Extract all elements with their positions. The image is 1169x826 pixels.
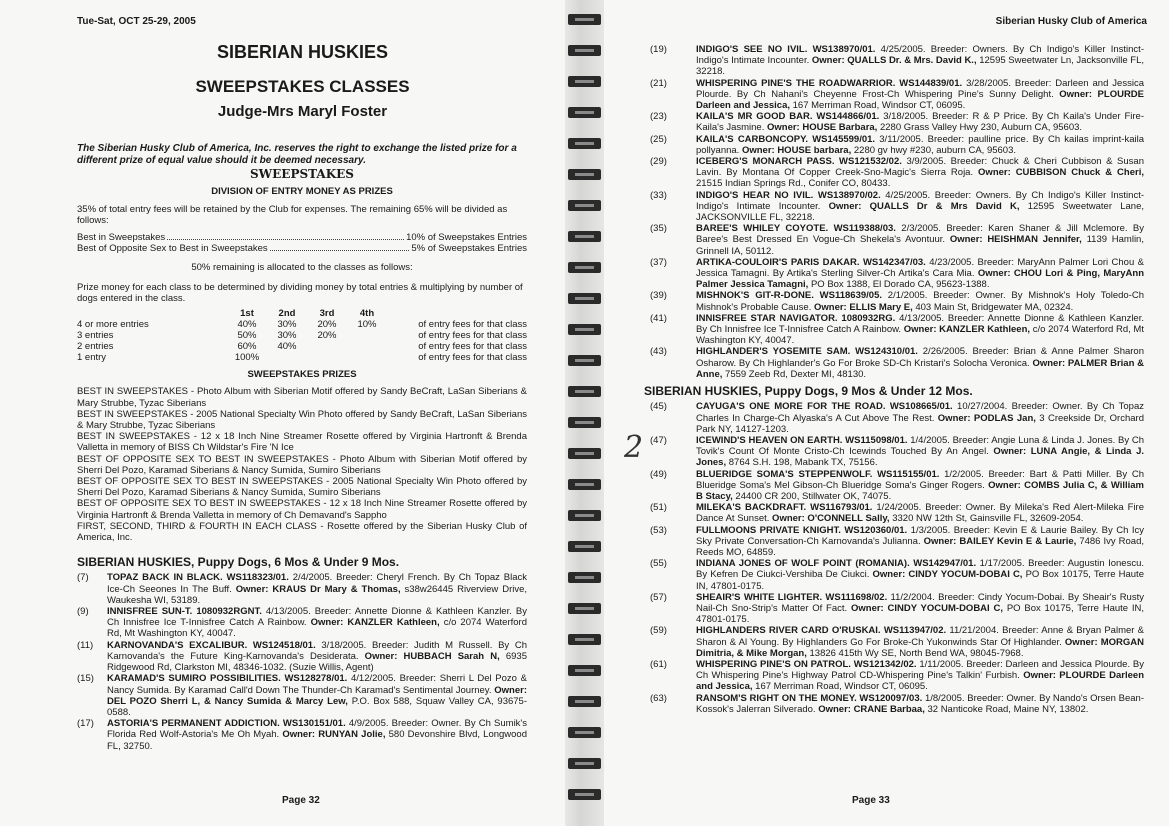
table-cell: 40% xyxy=(277,341,297,353)
prize-split-table xyxy=(77,308,527,363)
section-title-6-9: SIBERIAN HUSKIES, Puppy Dogs, 6 Mos & Under 9 Mos. xyxy=(77,555,400,570)
binding-ring xyxy=(568,76,601,87)
table-header xyxy=(387,308,527,319)
entry-dog-name: ICEBERG'S MONARCH PASS. WS121532/02. xyxy=(696,156,902,168)
table-cell: 1 entry xyxy=(77,352,107,364)
bis-value: 10% of Sweepstakes Entries xyxy=(406,232,527,243)
binding-ring xyxy=(568,45,601,56)
entry-dog-name: CAYUGA'S ONE MORE FOR THE ROAD. WS108665/01. xyxy=(696,401,953,413)
table-header: 4th xyxy=(359,308,375,320)
entry-owner: Owner: KRAUS Dr Mary & Thomas, xyxy=(231,583,401,595)
binding-ring xyxy=(568,572,601,583)
entry-text xyxy=(696,190,1144,224)
entry-address: 12595 Sweetwater Ln, Jacksonville FL, 32218. xyxy=(696,55,1144,78)
leader-dots xyxy=(270,243,410,251)
entry-address: 3320 NW 12th St, Gainsville FL, 32609-2054. xyxy=(889,513,1084,525)
right-page-header: Siberian Husky Club of America xyxy=(995,16,1147,27)
binding-ring xyxy=(568,200,601,211)
bos-label: Best of Opposite Sex to Best in Sweepstakes xyxy=(77,243,268,255)
entry-address: c/o 2074 Waterford Rd, Mt Washington KY, 40047. xyxy=(107,617,527,640)
binding-ring xyxy=(568,417,601,428)
entry-address: 32 Nanticoke Road, Maine NY, 13802. xyxy=(924,703,1089,715)
catalog-entry xyxy=(644,134,1144,156)
judge-name: Judge-Mrs Maryl Foster xyxy=(217,103,388,120)
binding-ring xyxy=(568,634,601,645)
entry-list xyxy=(644,44,1144,380)
binding-ring xyxy=(568,541,601,552)
entry-details: 1/11/2005. Breeder: Darleen and Jessica Plourde. By Ch Whispering Pine's Highway Patrol CD-Whispering Pine's Talkin' Furbish. xyxy=(696,658,1144,682)
table-cell: 20% xyxy=(317,330,337,342)
catalog-entry xyxy=(644,693,1144,715)
entry-text xyxy=(696,134,1144,156)
entry-dog-name: INDIGO'S SEE NO IVIL. WS138970/01. xyxy=(696,44,876,55)
entry-dog-name: SHEAIR'S WHITE LIGHTER. WS111698/02. xyxy=(696,591,888,603)
catalog-entry xyxy=(644,290,1144,312)
entry-dog-name: INNISFREE STAR NAVIGATOR. 1080932RG. xyxy=(696,312,896,324)
entry-dog-name: KAILA'S CARBONCOPY. WS145599/01. xyxy=(696,133,876,145)
entry-number: (19) xyxy=(650,44,667,55)
entry-number: (51) xyxy=(650,502,667,514)
entry-details: 11/2/2004. Breeder: Cindy Yocum-Dobai. By Sheair's Rusty Nail-Ch Sno-Strip's Matter Of Fact. xyxy=(696,591,1144,614)
entry-address: 403 Main St, Bridgewater MA, 02324. xyxy=(912,301,1074,313)
prize-item: BEST IN SWEEPSTAKES - 2005 National Specialty Win Photo offered by Sandy BeCraft, LaSan Siberians & Mary Strubbe, Tyzac Siberians xyxy=(77,408,527,432)
binding-ring xyxy=(568,479,601,490)
entry-owner: Owner: CINDY YOCUM-DOBAI C, xyxy=(869,569,1023,581)
right-page xyxy=(604,0,1169,826)
catalog-entry xyxy=(644,659,1144,693)
entry-details: 1/2/2005. Breeder: Bart & Patti Miller. By Ch Blueridge Soma's Mel Gibson-Ch Blueridge Soma's Ginger Rogers. xyxy=(696,468,1144,491)
table-cell: 50% xyxy=(237,330,257,342)
table-header: 1st xyxy=(240,308,254,320)
entry-address: 1139 Hamlin, Grinnell IA, 50112. xyxy=(696,234,1144,257)
catalog-entry xyxy=(644,44,1144,78)
entry-dog-name: INDIGO'S HEAR NO IVIL. WS138970/02. xyxy=(696,189,881,201)
division-text: 35% of total entry fees will be retained by the Club for expenses. The remaining 65% will be divided as follows: xyxy=(77,203,508,226)
entry-number: (53) xyxy=(650,524,667,536)
entry-address: 7486 Ivy Road, Reeds MO, 64859. xyxy=(696,535,1144,558)
table-header xyxy=(77,308,227,319)
entry-owner: Owner: HEISHMAN Jennifer, xyxy=(945,234,1082,246)
entry-address: 7559 Zeeb Rd, Dexter MI, 48130. xyxy=(722,368,867,380)
entry-dog-name: ARTIKA-COULOIR'S PARIS DAKAR. WS142347/03. xyxy=(696,256,926,268)
entry-address: 8764 S.H. 198, Mabank TX, 75156. xyxy=(726,457,878,469)
table-cell xyxy=(267,352,307,363)
entry-address: s38w26445 Riverview Drive, Waukesha WI, 53189. xyxy=(107,583,528,606)
entry-owner: Owner: PLOURDE Darleen and Jessica, xyxy=(696,670,1144,693)
entry-text xyxy=(107,640,527,674)
entry-details: 3/11/2005. Breeder: paulline price. By Ch kailas imprint-kaila pollyanna. xyxy=(696,133,1144,156)
binding-ring xyxy=(568,727,601,738)
entry-details: 3/18/2005. Breeder: R & P Price. By Ch Kaila's Under Fire-Kaila's Jasmine. xyxy=(696,111,1144,134)
entry-address: 24400 CR 200, Stillwater OK, 74075. xyxy=(732,490,892,502)
section-title-9-12: SIBERIAN HUSKIES, Puppy Dogs, 9 Mos & Under 12 Mos. xyxy=(644,384,973,399)
prize-item: FIRST, SECOND, THIRD & FOURTH IN EACH CLASS - Rosette offered by the Siberian Husky Club of America, Inc. xyxy=(77,520,527,544)
entry-details: 3/18/2005. Breeder: Judith M Russell. By Ch Karnovanda's the Future King-Karnovanda's Desiderata. xyxy=(107,639,527,662)
leader-dots xyxy=(167,232,404,240)
table-cell: 20% xyxy=(317,319,337,331)
binding-ring xyxy=(568,107,601,118)
entry-text xyxy=(107,572,527,606)
page-title: SIBERIAN HUSKIES xyxy=(216,42,389,62)
entry-owner: Owner: BAILEY Kevin E & Laurie, xyxy=(920,535,1077,547)
entry-text xyxy=(107,673,527,718)
entry-dog-name: INDIANA JONES OF WOLF POINT (ROMANIA). WS142947/01. xyxy=(696,558,977,570)
entry-owner: Owner: KANZLER Kathleen, xyxy=(901,324,1031,336)
entry-address: 13826 415th Wy SE, North Bend WA, 98045-7968. xyxy=(806,647,1024,659)
left-body xyxy=(77,143,527,752)
entry-details: 4/25/2005. Breeder: Owners. By Ch Indigo's Killer Instinct-Indigo's Intimate Incounter. xyxy=(696,189,1144,212)
entry-details: 10/27/2004. Breeder: Owner. By Ch Topaz Charles In Charge-Ch Alyaska's A Cut Above The Rest. xyxy=(696,401,1145,424)
binding-ring xyxy=(568,262,601,273)
entry-dog-name: KARAMAD'S SUMIRO POSSIBILITIES. WS128278/01. xyxy=(107,673,348,685)
table-row xyxy=(77,352,527,363)
entry-number: (55) xyxy=(650,558,667,570)
catalog-entry xyxy=(644,435,1144,469)
spiral-binding xyxy=(565,0,604,826)
entry-number: (29) xyxy=(650,156,667,168)
catalog-entry xyxy=(644,346,1144,380)
entry-text xyxy=(696,313,1144,347)
table-cell: 100% xyxy=(234,352,260,364)
catalog-entry xyxy=(644,190,1144,224)
entry-details: 2/3/2005. Breeder: Karen Shaner & Jill Mclemore. By Baree's Best Dressed En Vogue-Ch Shekela's Avontuur. xyxy=(696,223,1144,246)
binding-ring xyxy=(568,696,601,707)
catalog-entry xyxy=(644,469,1144,503)
catalog-entry xyxy=(644,525,1144,559)
entry-number: (59) xyxy=(650,625,667,637)
entry-text xyxy=(696,502,1144,524)
entry-dog-name: WHISPERING PINE'S THE ROADWARRIOR. WS144839/01. xyxy=(696,77,963,89)
prize-list xyxy=(77,386,527,543)
prize-item: BEST IN SWEEPSTAKES - Photo Album with Siberian Motif offered by Sandy BeCraft, LaSan Siberians & Mary Strubbe, Tyzac Siberians xyxy=(77,386,527,409)
table-cell: 40% xyxy=(237,319,257,331)
binding-ring xyxy=(568,169,601,180)
entry-owner: Owner: O'CONNELL Sally, xyxy=(769,513,890,525)
entry-dog-name: KAILA'S MR GOOD BAR. WS144866/01. xyxy=(696,111,880,123)
binding-ring xyxy=(568,758,601,769)
entry-text xyxy=(696,558,1144,592)
entry-details: 1/4/2005. Breeder: Angie Luna & Linda J. Jones. By Ch Tovik's Count Of Monte Cristo-Ch Icewinds Touched By An Angel. xyxy=(696,434,1144,458)
entry-owner: Owner: PALMER Brian & Anne, xyxy=(696,357,1144,380)
entry-dog-name: MISHNOK'S GIT-R-DONE. WS118639/05. xyxy=(696,290,882,302)
table-cell: 10% xyxy=(357,319,377,331)
entry-text xyxy=(696,625,1144,659)
entry-number: (41) xyxy=(650,312,667,324)
catalog-entry xyxy=(644,313,1144,347)
entry-owner: Owner: CUBBISON Chuck & Cheri, xyxy=(973,167,1144,179)
entry-dog-name: HIGHLANDERS RIVER CARD O'RUSKAI. WS113947/02. xyxy=(696,625,947,637)
entry-owner: Owner: QUALLS Dr & Mrs David K, xyxy=(820,200,1020,212)
catalog-entry xyxy=(644,257,1144,291)
entry-owner: Owner: ELLIS Mary E, xyxy=(811,301,913,313)
table-cell xyxy=(307,341,347,352)
entry-address: 21515 Indian Springs Rd., Conifer CO, 80433. xyxy=(696,178,891,190)
table-cell: 2 entries xyxy=(77,341,114,353)
entry-owner: Owner: DEL POZO Sherri L, & Nancy Sumida & Marcy Lew, xyxy=(107,684,527,707)
table-cell: 30% xyxy=(277,319,297,331)
bos-value: 5% of Sweepstakes Entries xyxy=(411,243,527,255)
page-subtitle: SWEEPSTAKES CLASSES xyxy=(195,77,410,96)
entry-text xyxy=(696,659,1144,693)
entry-address: PO Box 10175, Terre Haute IN, 47801-0175. xyxy=(696,569,1144,592)
entry-address: PO Box 10175, Terre Haute IN, 47801-0175. xyxy=(696,602,1145,626)
entry-dog-name: BLUERIDGE SOMA'S STEPPENWOLF. WS115155/01. xyxy=(696,468,940,480)
table-cell: of entry fees for that class xyxy=(418,352,527,364)
entry-details: 3/28/2005. Breeder: Darleen and Jessica Plourde. By Ch Nahani's Cheyenne Frost-Ch Whispering Pine's Sunny Delight. xyxy=(696,77,1144,100)
entry-text xyxy=(696,290,1144,312)
catalog-entry xyxy=(644,156,1144,190)
prize-item: BEST OF OPPOSITE SEX TO BEST IN SWEEPSTAKES - 2005 National Specialty Win Photo offered by Sherri Del Pozo, Karamad Siberians & Nancy Sumida, Sumiro Siberians xyxy=(77,476,527,499)
binding-ring xyxy=(568,355,601,366)
page-number-left: Page 32 xyxy=(282,795,320,806)
table-header: 3rd xyxy=(319,308,335,320)
catalog-entry xyxy=(644,401,1144,435)
table-cell xyxy=(347,330,387,341)
right-body xyxy=(644,44,1144,715)
entry-text xyxy=(696,469,1144,503)
entry-number: (61) xyxy=(650,658,667,670)
entry-details: 4/25/2005. Breeder: Owners. By Ch Indigo's Killer Instinct-Indigo's Intimate Incounter. xyxy=(696,44,1144,67)
entry-text xyxy=(696,693,1144,715)
entry-owner: Owner: KANZLER Kathleen, xyxy=(306,617,440,629)
table-cell: of entry fees for that class xyxy=(418,330,527,342)
entry-owner: Owner: HOUSE Barbara, xyxy=(764,122,878,134)
table-cell: 30% xyxy=(277,330,297,342)
entry-dog-name: HIGHLANDER'S YOSEMITE SAM. WS124310/01. xyxy=(696,346,918,358)
entry-text xyxy=(107,606,527,640)
catalog-entry xyxy=(644,78,1144,112)
entry-details: 4/23/2005. Breeder: MaryAnn Palmer Lori Chou & Jessica Tamagni. By Artika's Sterling Silver-Ch Artika's Cara Mia. xyxy=(696,256,1144,280)
entry-dog-name: ICEWIND'S HEAVEN ON EARTH. WS115098/01. xyxy=(696,434,908,446)
entry-text xyxy=(696,156,1144,190)
entry-owner: Owner: HOUSE barbara, xyxy=(739,144,852,156)
entry-number: (25) xyxy=(650,133,667,145)
entry-number: (21) xyxy=(650,77,667,89)
title-block xyxy=(40,42,565,120)
entry-text xyxy=(107,718,527,752)
entry-number: (17) xyxy=(77,718,94,730)
page-number-right: Page 33 xyxy=(852,795,890,806)
entry-owner: Owner: HUBBACH Sarah N, xyxy=(358,650,500,662)
entry-dog-name: INNISFREE SUN-T. 1080932RGNT. xyxy=(107,606,262,618)
table-cell: 4 or more entries xyxy=(77,319,149,331)
entry-number: (37) xyxy=(650,256,667,268)
entry-details: 1/8/2005. Breeder: Owner. By Nando's Orsen Bean-Kossok's Jalerran Silverado. xyxy=(696,692,1144,715)
entry-details: 1/17/2005. Breeder: Augustin Ionescu. By Kefren De Ciukci-Vershiba De Ciukci. xyxy=(696,558,1144,581)
binding-ring xyxy=(568,324,601,335)
catalog-entry xyxy=(77,718,527,752)
entry-address: c/o 2074 Waterford Rd, Mt Washington KY, 40047. xyxy=(696,324,1144,347)
table-header-row xyxy=(77,308,527,319)
entry-text xyxy=(696,257,1144,291)
entry-address: 2280 gv hwy #230, auburn CA, 95603. xyxy=(851,144,1017,156)
entry-address: P.O. Box 588, Squaw Valley CA, 93675-0588. xyxy=(107,695,528,718)
binding-ring xyxy=(568,448,601,459)
catalog-entry xyxy=(77,606,527,640)
entry-details: 1/24/2005. Breeder: Owner. By Mileka's Red Alert-Mileka Fire Dance At Sunset. xyxy=(696,502,1144,525)
binding-ring xyxy=(568,603,601,614)
entry-number: (15) xyxy=(77,673,94,685)
table-cell: 3 entries xyxy=(77,330,114,342)
sweepstakes-heading: SWEEPSTAKES xyxy=(250,167,354,182)
entry-address: 167 Merriman Road, Windsor CT, 06095. xyxy=(752,681,928,693)
entry-owner: Owner: RUNYAN Jolie, xyxy=(279,729,386,741)
binding-ring xyxy=(568,386,601,397)
entry-number: (35) xyxy=(650,223,667,235)
entry-number: (23) xyxy=(650,111,667,123)
entry-dog-name: MILEKA'S BACKDRAFT. WS116793/01. xyxy=(696,502,873,514)
entry-text xyxy=(696,592,1144,626)
catalog-entry xyxy=(77,640,527,674)
catalog-entry xyxy=(644,592,1144,626)
entry-owner: Owner: CRANE Barbaa, xyxy=(815,703,925,715)
entry-address: 12595 Sweetwater Lane, JACKSONVILLE FL, 32218. xyxy=(696,200,1144,224)
left-page xyxy=(0,0,565,826)
prize-exchange-note: The Siberian Husky Club of America, Inc. reserves the right to exchange the listed prize for a different prize of equal value should it be deemed necessary. xyxy=(77,143,517,166)
binding-ring xyxy=(568,14,601,25)
binding-ring xyxy=(568,510,601,521)
entry-dog-name: WHISPERING PINE'S ON PATROL. WS121342/02. xyxy=(696,658,917,670)
entry-number: (39) xyxy=(650,290,667,302)
table-row xyxy=(77,319,527,330)
entry-owner: Owner: QUALLS Dr. & Mrs. David K., xyxy=(809,55,977,67)
binding-ring xyxy=(568,231,601,242)
entry-text xyxy=(696,346,1144,380)
entry-number: (33) xyxy=(650,189,667,201)
entry-number: (7) xyxy=(77,572,89,584)
entry-number: (45) xyxy=(650,401,667,413)
catalog-entry xyxy=(644,625,1144,659)
catalog-entry xyxy=(644,558,1144,592)
table-row xyxy=(77,330,527,341)
entry-details: 11/21/2004. Breeder: Anne & Bryan Palmer & Sharon & Al Young. By Highlanders Go For Broke-Ch Yukonwinds Star Of Highlander. xyxy=(696,625,1145,648)
binding-ring xyxy=(568,293,601,304)
entry-details: 2/26/2005. Breeder: Brian & Anne Palmer Sharon Osharow. By Ch Highlander's Go For Broke SD-Ch Kristari's Solocha Veronica. xyxy=(696,346,1144,369)
entry-details: 4/13/2005. Breeder: Annette Dionne & Kathleen Kanzler. By Ch Innisfree Ice T-Innisfree Catch A Rainbow. xyxy=(696,312,1144,336)
prize-money-text: Prize money for each class to be determined by dividing money by total entries & multiplying by number of dogs entered in the class. xyxy=(77,281,523,304)
entry-list xyxy=(644,401,1144,715)
catalog-entry xyxy=(77,673,527,718)
entry-details: 1/3/2005. Breeder: Kevin E & Laurie Bailey. By Ch Icy Sky Private Conversation-Ch Karnovanda's Julianna. xyxy=(696,524,1144,547)
entry-number: (9) xyxy=(77,606,89,618)
handwritten-mark: 2 xyxy=(624,430,644,465)
entry-address: 580 Devonshire Blvd, Longwood FL, 32750. xyxy=(107,729,528,752)
entry-owner: Owner: PLOURDE Darleen and Jessica, xyxy=(696,88,1145,112)
entry-owner: Owner: CINDY YOCUM-DOBAI C, xyxy=(847,602,1004,614)
prize-table-body xyxy=(77,319,527,363)
entry-text xyxy=(696,401,1144,435)
prize-item: BEST OF OPPOSITE SEX TO BEST IN SWEEPSTAKES - 12 x 18 Inch Nine Streamer Rosette offered by Virginia Hartronft & Brenda Valletta in memory of Ch Demavand's Sappho xyxy=(77,498,527,521)
entry-number: (57) xyxy=(650,591,667,603)
entry-text xyxy=(696,435,1144,469)
prize-item: BEST IN SWEEPSTAKES - 12 x 18 Inch Nine Streamer Rosette offered by Virginia Hartronft & Brenda Valletta in memory of BISS Ch Wildstar's Fire 'N Ice xyxy=(77,431,527,454)
entry-owner: Owner: LUNA Angie, & Linda J. Jones, xyxy=(696,446,1144,469)
entry-dog-name: FULLMOONS PRIVATE KNIGHT. WS120360/01. xyxy=(696,524,908,536)
left-page-header: Tue-Sat, OCT 25-29, 2005 xyxy=(77,16,196,27)
remaining-text: 50% remaining is allocated to the classes as follows: xyxy=(191,262,413,274)
entry-text xyxy=(696,223,1144,257)
binding-ring xyxy=(568,138,601,149)
entry-owner: Owner: COMBS Julia C, & William B Stacy, xyxy=(696,479,1144,502)
entry-details: 2/4/2005. Breeder: Cheryl French. By Ch Topaz Black Ice-Ch Seeones In The Buff. xyxy=(107,572,527,595)
entry-dog-name: BAREE'S WHILEY COYOTE. WS119388/03. xyxy=(696,223,896,235)
prize-item: BEST OF OPPOSITE SEX TO BEST IN SWEEPSTAKES - Photo Album with Siberian Motif offered by Sherri Del Pozo, Karamad Siberians & Nancy Sumida, Sumiro Siberians xyxy=(77,453,527,476)
entry-details: 3/9/2005. Breeder: Chuck & Cheri Cubbison & Susan Lavin. By Montana Of Copper Creek-Sno-Magic's Sierra Roja. xyxy=(696,156,1144,179)
table-cell xyxy=(347,352,387,363)
entry-address: PO Box 1388, El Dorado CA, 95623-1388. xyxy=(808,279,990,291)
binding-ring xyxy=(568,789,601,800)
table-cell xyxy=(307,352,347,363)
entry-details: 4/9/2005. Breeder: Owner. By Ch Sumik's Florida Red Wolf-Astoria's Me Oh Myah. xyxy=(107,718,527,741)
catalog-entry xyxy=(644,502,1144,524)
entry-address: 2280 Grass Valley Hwy 230, Auburn CA, 95603. xyxy=(877,122,1083,134)
entry-details: 4/12/2005. Breeder: Sherri L Del Pozo & Nancy Sumida. By Karamad Call'd Down The Thunder-Ch Karamad's Sentimental Journey. xyxy=(107,673,527,696)
table-cell: 60% xyxy=(237,341,257,353)
table-row xyxy=(77,341,527,352)
table-header: 2nd xyxy=(278,308,296,320)
catalog-entry xyxy=(644,111,1144,133)
entry-number: (49) xyxy=(650,468,667,480)
entry-owner: Owner: CHOU Lori & Ping, MaryAnn Palmer Jessica Tamagni, xyxy=(696,268,1145,291)
entry-address: 167 Merriman Road, Windsor CT, 06095. xyxy=(790,100,966,112)
entry-number: (63) xyxy=(650,692,667,704)
entry-number: (11) xyxy=(77,639,94,651)
entry-dog-name: TOPAZ BACK IN BLACK. WS118323/01. xyxy=(107,572,289,584)
entry-text xyxy=(696,111,1144,133)
entry-text xyxy=(696,78,1144,112)
entry-address: 3 Creekside Dr, Orchard Park NY, 14127-1203. xyxy=(696,412,1144,435)
entry-number: (43) xyxy=(650,346,667,358)
entry-owner: Owner: PODLAS Jan, xyxy=(934,412,1036,424)
prizes-heading: SWEEPSTAKES PRIZES xyxy=(247,369,357,381)
division-heading: DIVISION OF ENTRY MONEY AS PRIZES xyxy=(211,186,393,198)
catalog-entry xyxy=(77,572,527,606)
bis-label: Best in Sweepstakes xyxy=(77,232,166,243)
binding-ring xyxy=(568,665,601,676)
entry-owner: Owner: MORGAN Dimitria, & Mike Morgan, xyxy=(696,636,1144,659)
table-cell: of entry fees for that class xyxy=(418,319,527,331)
bis-line xyxy=(77,232,527,243)
entry-text xyxy=(696,44,1144,78)
entry-details: 2/1/2005. Breeder: Owner. By Mishnok's Holy Toledo-Ch Mishnok's Probable Cause. xyxy=(696,290,1144,313)
table-cell: of entry fees for that class xyxy=(418,341,527,353)
bos-line xyxy=(77,243,527,254)
entry-list xyxy=(77,572,527,751)
table-cell xyxy=(347,341,387,352)
entry-dog-name: ASTORIA'S PERMANENT ADDICTION. WS130151/01. xyxy=(107,718,346,730)
entry-dog-name: RANSOM'S RIGHT ON THE MONEY. WS120097/03. xyxy=(696,692,923,704)
catalog-entry xyxy=(644,223,1144,257)
entry-dog-name: KARNOVANDA'S EXCALIBUR. WS124518/01. xyxy=(107,639,316,651)
entry-number: (47) xyxy=(650,434,667,446)
entry-text xyxy=(696,525,1144,559)
entry-details: 4/13/2005. Breeder: Annette Dionne & Kathleen Kanzler. By Ch Innisfree Ice T-Innisfree Catch A Rainbow. xyxy=(107,606,527,629)
entry-address: 6935 Ridgewood Rd, Clarkston MI, 48346-1032. (Suzie Willis, Agent) xyxy=(107,650,527,674)
